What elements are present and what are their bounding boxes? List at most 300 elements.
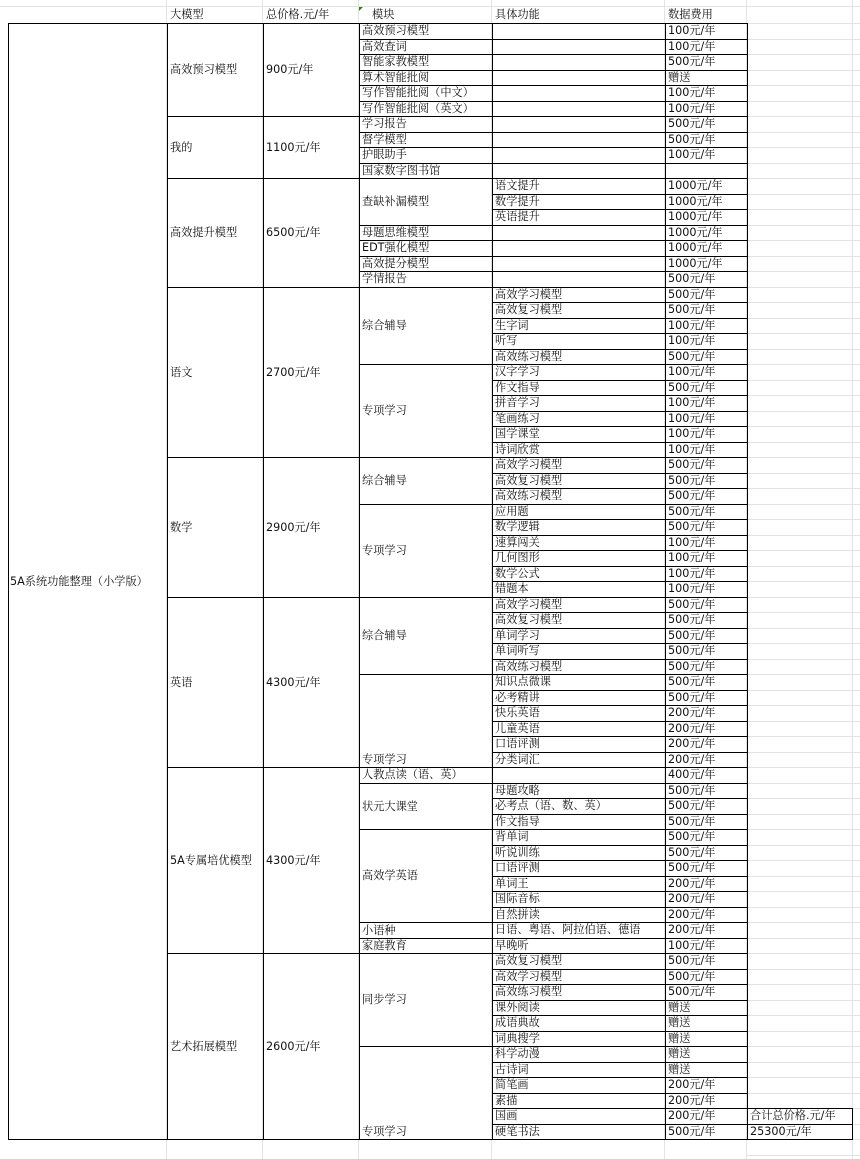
fee-cell[interactable]: 100元/年 [668, 40, 716, 53]
group-name[interactable]: 数学 [170, 520, 193, 534]
function-cell[interactable]: 单词听写 [495, 644, 540, 657]
fee-cell[interactable]: 100元/年 [668, 582, 716, 595]
gridline [746, 70, 860, 71]
fee-cell[interactable]: 1000元/年 [668, 226, 723, 239]
group-price[interactable]: 900元/年 [266, 63, 314, 76]
function-cell[interactable]: 听写 [495, 334, 518, 347]
function-cell[interactable] [493, 225, 665, 240]
module-cell[interactable]: 算术智能批阅 [362, 71, 430, 84]
function-cell[interactable]: 速算闯关 [495, 536, 540, 549]
fee-cell[interactable]: 100元/年 [668, 24, 716, 37]
fee-cell[interactable]: 500元/年 [668, 629, 716, 642]
module-cell[interactable]: 写作智能批阅（英文） [362, 102, 474, 115]
module-cell[interactable]: 高效查词 [362, 40, 407, 53]
fee-cell[interactable]: 500元/年 [668, 675, 716, 688]
module-cell[interactable]: 人教点读（语、英） [362, 768, 463, 781]
border-line [492, 1031, 748, 1032]
function-cell[interactable]: 必考点（语、数、英） [495, 799, 607, 812]
group-name[interactable]: 高效预习模型 [170, 63, 238, 76]
function-cell[interactable]: 高效练习模型 [495, 350, 563, 363]
fee-cell[interactable]: 1000元/年 [668, 210, 723, 223]
module-cell[interactable]: 护眼助手 [362, 148, 407, 161]
module-cell[interactable]: 同步学习 [362, 993, 407, 1006]
gridline [746, 938, 860, 939]
module-cell[interactable]: 写作智能批阅（中文） [362, 86, 474, 99]
group-price[interactable]: 4300元/年 [266, 853, 321, 867]
gridline [746, 876, 860, 877]
function-cell[interactable]: 科学动漫 [495, 1047, 540, 1060]
function-cell[interactable]: 单词学习 [495, 629, 540, 642]
function-cell[interactable] [493, 116, 665, 132]
gridline [746, 798, 860, 799]
border-line [492, 364, 748, 365]
function-cell[interactable]: 硬笔书法 [495, 1125, 540, 1138]
gridline [746, 1046, 860, 1047]
border-line [492, 597, 748, 598]
fee-cell[interactable]: 100元/年 [668, 334, 716, 347]
gridline [746, 302, 860, 303]
module-cell[interactable]: 专项学习 [362, 404, 407, 417]
border-line [492, 457, 748, 458]
border-line [359, 1139, 493, 1140]
function-cell[interactable]: 作文指导 [495, 815, 540, 828]
border-line [492, 535, 748, 536]
fee-cell[interactable]: 500元/年 [668, 970, 716, 983]
fee-cell[interactable]: 500元/年 [668, 830, 716, 843]
border-line [492, 395, 748, 396]
gridline [746, 705, 860, 706]
border-line [492, 178, 748, 179]
function-cell[interactable]: 口语评测 [495, 861, 540, 874]
function-cell[interactable]: 早晚听 [495, 939, 529, 952]
function-cell[interactable]: 数学公式 [495, 567, 540, 580]
function-cell[interactable]: 高效练习模型 [495, 985, 563, 998]
border-line [359, 147, 493, 148]
border-line [492, 1046, 748, 1047]
function-cell[interactable] [493, 767, 665, 783]
gridline [746, 643, 860, 644]
module-cell[interactable]: 专项学习 [362, 753, 407, 766]
function-cell[interactable]: 日语、粤语、阿拉伯语、德语 [495, 923, 641, 936]
fee-cell[interactable]: 500元/年 [668, 691, 716, 704]
module-cell[interactable]: 综合辅导 [362, 319, 407, 332]
module-cell[interactable]: EDT强化模型 [362, 241, 430, 254]
gridline [746, 752, 860, 753]
fee-cell[interactable]: 500元/年 [668, 644, 716, 657]
fee-cell[interactable]: 500元/年 [668, 474, 716, 487]
border-line [492, 23, 748, 24]
gridline [746, 39, 860, 40]
function-cell[interactable] [493, 101, 665, 116]
gridline [746, 922, 860, 923]
border-line [492, 349, 748, 350]
border-line [359, 922, 493, 923]
function-cell[interactable] [493, 54, 665, 70]
function-cell[interactable] [493, 85, 665, 101]
fee-cell[interactable]: 500元/年 [668, 799, 716, 812]
fee-cell[interactable]: 200元/年 [668, 706, 716, 719]
border-line [359, 116, 493, 117]
group-price[interactable]: 2900元/年 [266, 520, 321, 534]
border-line [167, 767, 360, 768]
fee-cell[interactable]: 100元/年 [668, 427, 716, 440]
fee-cell[interactable]: 赠送 [668, 71, 691, 84]
group-name[interactable]: 英语 [170, 675, 193, 689]
fee-cell[interactable]: 100元/年 [668, 939, 716, 952]
fee-cell[interactable]: 100元/年 [668, 536, 716, 549]
function-cell[interactable]: 汉字学习 [495, 365, 540, 378]
border-line [359, 70, 493, 71]
module-cell[interactable]: 高效学英语 [362, 869, 418, 882]
fee-cell[interactable]: 100元/年 [668, 365, 716, 378]
fee-cell[interactable]: 200元/年 [668, 1078, 716, 1091]
function-cell[interactable]: 生字词 [495, 319, 529, 332]
module-cell[interactable]: 学情报告 [362, 272, 407, 285]
border-line [167, 23, 168, 1140]
border-line [492, 1124, 748, 1125]
group-price[interactable]: 1100元/年 [266, 140, 321, 154]
function-cell[interactable] [493, 147, 665, 163]
fee-cell[interactable]: 500元/年 [668, 815, 716, 828]
border-line [359, 178, 493, 179]
function-cell[interactable]: 成语典故 [495, 1016, 540, 1029]
border-line [492, 488, 748, 489]
gridline [746, 1077, 860, 1078]
gridline [746, 411, 860, 412]
group-price[interactable]: 4300元/年 [266, 675, 321, 689]
fee-cell[interactable]: 赠送 [668, 1001, 691, 1014]
border-line [359, 101, 493, 102]
gridline [746, 845, 860, 846]
function-cell[interactable]: 语文提升 [495, 179, 540, 192]
border-line [492, 240, 748, 241]
function-cell[interactable]: 知识点微课 [495, 675, 551, 688]
fee-cell[interactable] [666, 163, 747, 178]
border-line [359, 829, 493, 830]
fee-cell[interactable]: 500元/年 [668, 985, 716, 998]
function-cell[interactable] [493, 132, 665, 147]
function-cell[interactable]: 诗词欣赏 [495, 443, 540, 456]
border-line [492, 504, 748, 505]
border-line [492, 876, 748, 877]
gridline [746, 194, 860, 195]
border-line [492, 690, 748, 691]
gridline [746, 1031, 860, 1032]
function-cell[interactable]: 国画 [495, 1109, 518, 1122]
fee-cell[interactable]: 200元/年 [668, 753, 716, 766]
fee-cell[interactable]: 100元/年 [668, 86, 716, 99]
gridline [746, 1000, 860, 1001]
fee-cell[interactable]: 500元/年 [668, 303, 716, 316]
function-cell[interactable]: 国学课堂 [495, 427, 540, 440]
border-line [492, 829, 748, 830]
gridline [746, 907, 860, 908]
function-cell[interactable]: 几何图形 [495, 551, 540, 564]
border-line [359, 287, 493, 288]
fee-cell[interactable]: 赠送 [668, 1047, 691, 1060]
gridline [746, 349, 860, 350]
border-line [167, 287, 360, 288]
gridline [746, 566, 860, 567]
function-cell[interactable]: 分类词汇 [495, 753, 540, 766]
fee-cell[interactable]: 500元/年 [668, 288, 716, 301]
function-cell[interactable] [493, 39, 665, 54]
fee-cell[interactable]: 1000元/年 [668, 195, 723, 208]
total-value[interactable]: 25300元/年 [750, 1125, 812, 1138]
function-cell[interactable]: 高效复习模型 [495, 474, 563, 487]
gridline [746, 426, 860, 427]
function-cell[interactable] [493, 23, 665, 39]
border-line [492, 659, 748, 660]
module-cell[interactable]: 查缺补漏模型 [362, 195, 430, 208]
module-cell[interactable]: 小语种 [362, 924, 396, 937]
fee-cell[interactable]: 500元/年 [668, 660, 716, 673]
fee-cell[interactable]: 100元/年 [668, 148, 716, 161]
fee-cell[interactable]: 200元/年 [668, 877, 716, 890]
header-function[interactable]: 具体功能 [495, 8, 540, 21]
fee-cell[interactable]: 500元/年 [668, 598, 716, 611]
function-cell[interactable]: 高效学习模型 [495, 970, 563, 983]
border-line [492, 783, 748, 784]
function-cell[interactable]: 简笔画 [495, 1078, 529, 1091]
function-cell[interactable] [493, 271, 665, 287]
fee-cell[interactable]: 500元/年 [668, 954, 716, 967]
function-cell[interactable]: 单词王 [495, 877, 529, 890]
function-cell[interactable]: 高效学习模型 [495, 598, 563, 611]
gridline [746, 101, 860, 102]
border-line [492, 318, 748, 319]
fee-cell[interactable]: 1000元/年 [668, 179, 723, 192]
fee-cell[interactable]: 200元/年 [668, 892, 716, 905]
gridline [746, 333, 860, 334]
gridline [746, 969, 860, 970]
gridline [746, 814, 860, 815]
border-line [492, 426, 748, 427]
fee-cell[interactable]: 500元/年 [668, 1125, 716, 1138]
module-cell[interactable]: 高效提分模型 [362, 257, 430, 270]
module-cell[interactable]: 高效预习模型 [362, 24, 430, 37]
gridline [746, 395, 860, 396]
function-cell[interactable]: 儿童英语 [495, 722, 540, 735]
fee-cell[interactable]: 200元/年 [668, 1109, 716, 1122]
function-cell[interactable]: 快乐英语 [495, 706, 540, 719]
gridline [746, 116, 860, 117]
border-line [359, 85, 493, 86]
fee-cell[interactable]: 500元/年 [668, 846, 716, 859]
function-cell[interactable]: 听说训练 [495, 846, 540, 859]
fee-cell[interactable]: 500元/年 [668, 55, 716, 68]
function-cell[interactable] [493, 70, 665, 85]
border-line [492, 550, 748, 551]
border-line [747, 1108, 853, 1109]
fee-cell[interactable]: 200元/年 [668, 1094, 716, 1107]
fee-cell[interactable]: 1000元/年 [668, 241, 723, 254]
function-cell[interactable]: 数学逻辑 [495, 520, 540, 533]
function-cell[interactable]: 背单词 [495, 830, 529, 843]
fee-cell[interactable]: 500元/年 [668, 458, 716, 471]
fee-cell[interactable]: 赠送 [668, 1032, 691, 1045]
module-cell[interactable]: 专项学习 [362, 1125, 407, 1138]
fee-cell[interactable]: 500元/年 [668, 272, 716, 285]
module-cell[interactable]: 综合辅导 [362, 629, 407, 642]
module-cell[interactable]: 智能家教模型 [362, 55, 430, 68]
group-name[interactable]: 高效提升模型 [170, 226, 238, 239]
function-cell[interactable]: 应用题 [495, 505, 529, 518]
border-line [492, 442, 748, 443]
function-cell[interactable]: 课外阅读 [495, 1001, 540, 1014]
header-data-fee[interactable]: 数据费用 [668, 8, 713, 21]
border-line [359, 39, 493, 40]
gridline [746, 550, 860, 551]
border-line [263, 23, 264, 1140]
function-cell[interactable]: 古诗词 [495, 1063, 529, 1076]
module-cell[interactable]: 母题思维模型 [362, 226, 430, 239]
group-name[interactable]: 5A专属培优模型 [170, 853, 252, 867]
fee-cell[interactable]: 500元/年 [668, 613, 716, 626]
function-cell[interactable]: 高效练习模型 [495, 660, 563, 673]
module-cell[interactable]: 专项学习 [362, 544, 407, 557]
border-line [492, 1108, 748, 1109]
gridline [746, 132, 860, 133]
fee-cell[interactable]: 500元/年 [668, 505, 716, 518]
module-cell[interactable]: 综合辅导 [362, 474, 407, 487]
border-line [167, 23, 360, 24]
fee-cell[interactable]: 500元/年 [668, 350, 716, 363]
border-line [359, 54, 493, 55]
fee-cell[interactable]: 200元/年 [668, 722, 716, 735]
gridline [746, 163, 860, 164]
fee-cell[interactable]: 500元/年 [668, 520, 716, 533]
header-total-price[interactable]: 总价格.元/年 [266, 8, 330, 21]
function-cell[interactable]: 高效学习模型 [495, 458, 563, 471]
fee-cell[interactable]: 400元/年 [668, 768, 716, 781]
fee-cell[interactable]: 500元/年 [668, 133, 716, 146]
fee-cell[interactable]: 500元/年 [668, 381, 716, 394]
gridline [746, 209, 860, 210]
border-line [492, 953, 748, 954]
gridline [746, 612, 860, 613]
function-cell[interactable] [493, 240, 665, 256]
fee-cell[interactable]: 赠送 [668, 1016, 691, 1029]
gridline [746, 1155, 860, 1156]
total-label[interactable]: 合计总价格.元/年 [750, 1109, 836, 1122]
gridline [746, 457, 860, 458]
border-line [492, 767, 748, 768]
function-cell[interactable]: 口语评测 [495, 737, 540, 750]
function-cell[interactable]: 自然拼读 [495, 908, 540, 921]
gridline [746, 504, 860, 505]
function-cell[interactable]: 英语提升 [495, 210, 540, 223]
gridline [746, 597, 860, 598]
fee-cell[interactable]: 100元/年 [668, 396, 716, 409]
group-name[interactable]: 我的 [170, 140, 193, 154]
fee-cell[interactable]: 200元/年 [668, 737, 716, 750]
group-price[interactable]: 2600元/年 [266, 1039, 321, 1053]
fee-cell[interactable]: 赠送 [668, 1063, 691, 1076]
function-cell[interactable]: 母题攻略 [495, 784, 540, 797]
gridline [746, 147, 860, 148]
function-cell[interactable]: 高效学习模型 [495, 288, 563, 301]
function-cell[interactable]: 高效复习模型 [495, 613, 563, 626]
function-cell[interactable]: 错题本 [495, 582, 529, 595]
group-price[interactable]: 2700元/年 [266, 365, 321, 379]
fee-cell[interactable]: 100元/年 [668, 567, 716, 580]
border-line [492, 938, 748, 939]
border-line [8, 1139, 167, 1140]
function-cell[interactable]: 词典搜学 [495, 1032, 540, 1045]
border-line [492, 380, 748, 381]
group-name[interactable]: 艺术拓展模型 [170, 1039, 238, 1053]
border-line [492, 54, 748, 55]
group-price[interactable]: 6500元/年 [266, 226, 321, 239]
module-cell[interactable]: 状元大课堂 [362, 799, 418, 813]
function-cell[interactable]: 高效复习模型 [495, 303, 563, 316]
function-cell[interactable]: 数学提升 [495, 195, 540, 208]
border-line [8, 23, 167, 24]
border-line [492, 860, 748, 861]
fee-cell[interactable]: 100元/年 [668, 412, 716, 425]
gridline [746, 659, 860, 660]
fee-cell[interactable]: 500元/年 [668, 489, 716, 502]
group-name[interactable]: 语文 [170, 365, 193, 379]
module-cell[interactable]: 督学模型 [362, 133, 407, 146]
function-cell[interactable]: 高效复习模型 [495, 954, 563, 967]
border-line [492, 752, 748, 753]
header-module[interactable]: 模块 [372, 8, 395, 21]
fee-cell[interactable]: 500元/年 [668, 117, 716, 130]
fee-cell[interactable]: 200元/年 [668, 908, 716, 921]
fee-cell[interactable]: 200元/年 [668, 923, 716, 936]
border-line [492, 271, 748, 272]
border-line [359, 271, 493, 272]
border-line [359, 240, 493, 241]
gridline [746, 1015, 860, 1016]
function-cell[interactable]: 必考精讲 [495, 691, 540, 704]
function-cell[interactable]: 笔画练习 [495, 412, 540, 425]
function-cell[interactable] [493, 163, 665, 178]
gridline [746, 984, 860, 985]
gridline [746, 674, 860, 675]
border-line [492, 85, 748, 86]
fee-cell[interactable]: 100元/年 [668, 443, 716, 456]
function-cell[interactable]: 素描 [495, 1094, 518, 1107]
function-cell[interactable]: 作文指导 [495, 381, 540, 394]
fee-cell[interactable]: 100元/年 [668, 319, 716, 332]
function-cell[interactable]: 拼音学习 [495, 396, 540, 409]
fee-cell[interactable]: 100元/年 [668, 102, 716, 115]
fee-cell[interactable]: 500元/年 [668, 861, 716, 874]
gridline [746, 240, 860, 241]
fee-cell[interactable]: 100元/年 [668, 551, 716, 564]
border-line [492, 721, 748, 722]
header-big-model[interactable]: 大模型 [170, 8, 204, 21]
border-line [359, 132, 493, 133]
border-line [167, 116, 360, 117]
border-line [359, 23, 493, 24]
border-line [492, 132, 748, 133]
fee-cell[interactable]: 500元/年 [668, 784, 716, 797]
module-cell[interactable]: 国家数字图书馆 [362, 164, 441, 177]
system-title[interactable]: 5A系统功能整理（小学版） [10, 575, 148, 588]
function-cell[interactable] [493, 256, 665, 271]
module-cell[interactable]: 学习报告 [362, 117, 407, 130]
gridline [746, 891, 860, 892]
module-cell[interactable]: 家庭教育 [362, 939, 407, 952]
function-cell[interactable]: 高效练习模型 [495, 489, 563, 502]
border-line [492, 1093, 748, 1094]
function-cell[interactable]: 国际音标 [495, 892, 540, 905]
fee-cell[interactable]: 1000元/年 [668, 257, 723, 270]
